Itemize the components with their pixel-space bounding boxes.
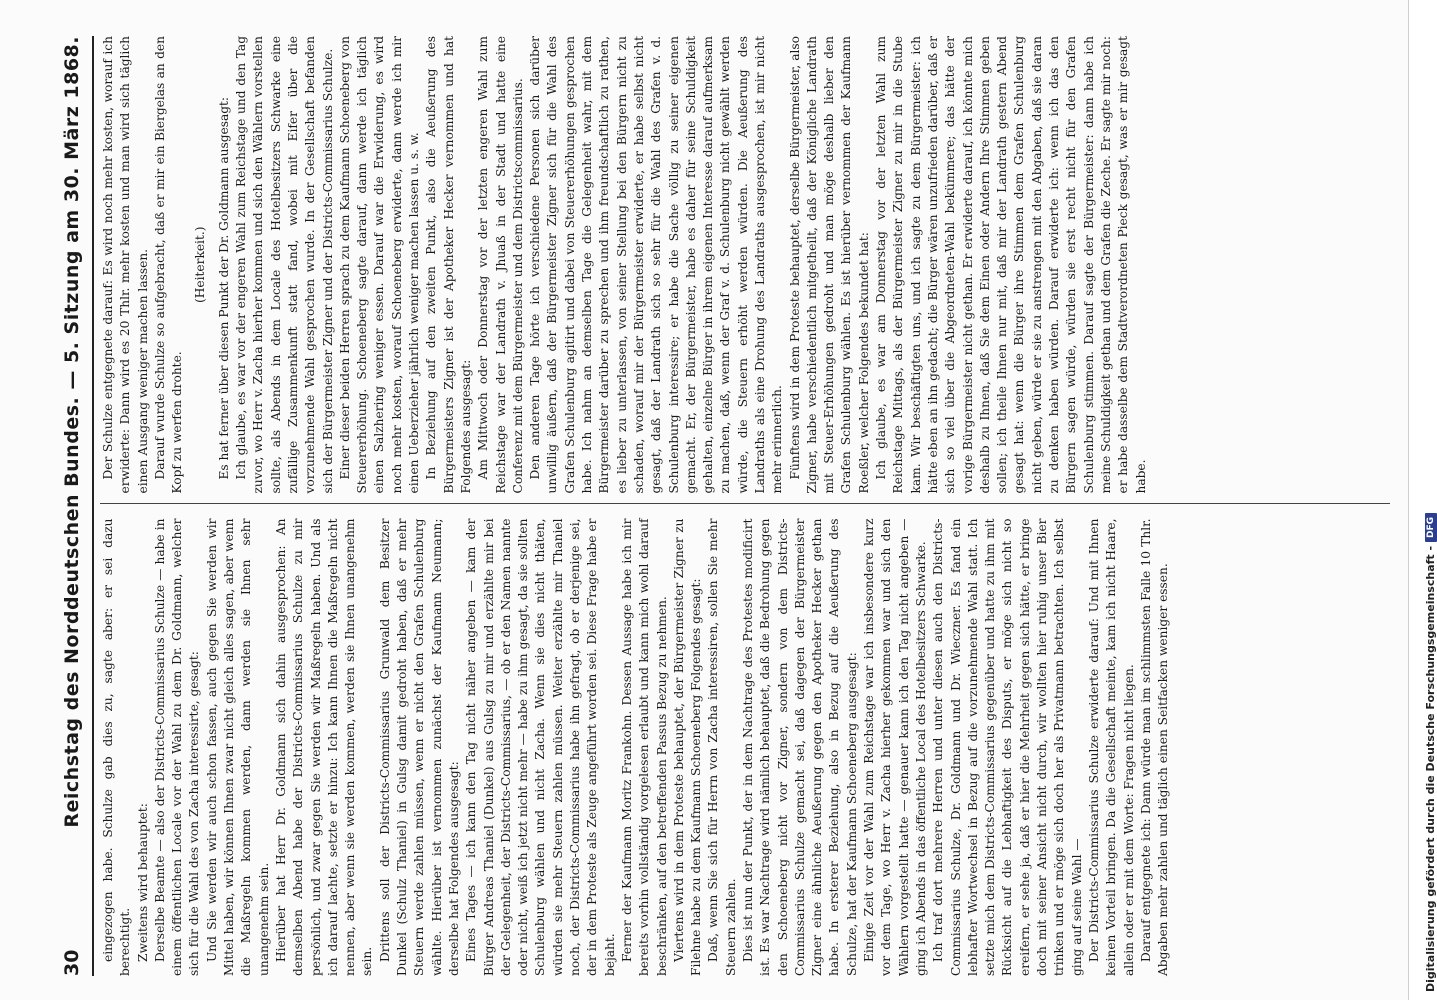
page-header [54, 36, 90, 976]
paragraph: Zweitens wird behauptet: [135, 803, 150, 962]
paragraph: Der Districts-Commissarius Schulze erwiderte darauf: Und mit Ihnen keinen Vorteil bringen. Da die Gesellschaft meinte, kam ich nicht Haare, allein oder er mit dem Worte: Fragen nicht liegen. [1086, 518, 1136, 976]
paragraph: Ferner der Kaufmann Moritz Frankohn. Dessen Aussage habe ich mir bereits vorhin vollständig vorgelesen erlaubt und kann mich wohl darauf beschränken, auf den betreffenden Passus Bezug zu nehmen. [619, 518, 669, 976]
paragraph: Den anderen Tage hörte ich verschiedene Personen sich darüber unwillig äußern, daß der Bürgermeister Zigner sich für die Wahl des Grafen Schulenburg agitirt und dabei von Steuererhöhungen gesprochen habe. Ich nahm an demselben Tage die Gelegenheit wahr, mit dem Bürgermeister darüber zu sprechen und ihm freundschaftlich zu rathen, es lieber zu unterlassen, von seiner Stellung bei den Bürgern nicht zu schaden, worauf mir der Bürgermeister erwiderte, er habe selbst nicht gesagt, daß der Landrath sich so sehr für die Wahl des Grafen v. d. Schulenburg interessire; er habe die Sache völlig zu seiner eigenen gemacht. Er, der Bürgermeister, habe es daher für seine Schuldigkeit gehalten, einzelne Bürger in ihrem eigenen Interesse darauf aufmerksam zu machen, daß, wenn der Graf v. d. Schulenburg nicht gewählt werden würde, die Steuern erhöht werden würden. Die Aeußerung des Landraths als eine Drohung des Landraths ausgesprochen, ist mir nicht mehr erinnerlich. [528, 36, 785, 494]
paragraph: Derselbe Beamte — also der Districts-Commissarius Schulze — habe in einem öffentlichen Locale vor der Wahl zu dem Dr. Goldmann, welcher sich für die Wahl des von Zacha interessirte, gesagt: [152, 518, 202, 976]
paragraph: eingezogen habe. Schulze gab dies zu, sagte aber: er sei dazu berechtigt. [101, 518, 133, 976]
paragraph: Der Schulze entgegnete darauf: Es wird noch mehr kosten, worauf ich erwiderte: Dann wird es 20 Thlr. mehr kosten und man wird sich täglich einen Ausgang weniger machen lassen. [101, 36, 150, 494]
paragraph: Drittens soll der Districts-Commissarius Grunwald dem Besitzer Dunkel (Schulz Thaniel) in Gulsg damit gedroht haben, daß er mehr Steuern werde zahlen müssen, wenn er nicht den Grafen Schulenburg wählte. Hierüber ist vernommen zunächst der Kaufmann Neumann; derselbe hat Folgendes ausgesagt: [377, 518, 461, 976]
paragraph: Fünftens wird in dem Proteste behauptet, derselbe Bürgermeister, also Zigner, habe verschiedentlich mitgetheilt, daß der Königliche Landrath mit Steuer-Erhöhungen gedroht und man möge deshalb lieber den Grafen Schulenburg wählen. Es ist hierüber vernommen der Kaufmann Roeßler, welcher Folgendes bekundet hat: [787, 36, 871, 494]
paragraph: Darauf entgegnete ich: Dann würde man im schlimmsten Falle 10 Thlr. Abgaben mehr zahlen und täglich einen Seitfacken weniger essen. [1138, 518, 1171, 976]
page-title: Reichstag des Norddeutschen Bundes. — 5. Sitzung am 30. März 1868. [61, 36, 83, 828]
funding-note-text: Digitalisierung gefördert durch die Deutsche Forschungsgemeinschaft - [1424, 545, 1437, 992]
paragraph: Dies ist nun der Punkt, der in dem Nachtrage des Protestes modificirt ist. Es war Nachtrage wird nämlich behauptet, daß die Bedrohung gegen den Schoeneberg nicht vor Zigner, sondern von dem Districts-Commissarius Schulze gemacht sei, daß dagegen der Bürgermeister Zigner eine ähnliche Aeußerung gegen den Apotheker Hecker gethan habe. In ersterer Beziehung, also in Bezug auf die Aeußerung des Schulze, hat der Kaufmann Schoeneberg ausgesagt: [740, 518, 859, 976]
paragraph: Ich glaube, es war am Donnerstag vor der letzten Wahl zum Reichstage Mittags, als der Bürgermeister Zigner zu mir in die Stube kam. Wir beschäftigten uns, und ich sagte zu dem Bürgermeister: ich hätte eben an ihn gedacht; die Bürger wären unzufrieden darüber, daß er sich so viel über die Abgeordneten-Wahl bekümmere; das hätte der vorige Bürgermeister nicht gethan. Er erwiderte darauf, ich könnte mich deshalb zu Ihnen, daß Sie dem Einen oder Andern Ihre Stimmen geben sollen; ich theile Ihnen nur mit, daß mir der Landrath gestern Abend gesagt hat: wenn die Bürger ihre Stimmen dem Grafen Schulenburg nicht geben, würde er sie zu anstrengen mit den Abgaben, daß sie daran zu denken haben würden. Darauf erwiderte ich: wenn ich das den Bürgern sagen würde, würden sie erst recht nicht für den Grafen Schulenburg stimmen. Darauf sagte der Bürgermeister: dann habe ich meine Schuldigkeit gethan und dem Grafen die Zeche. Er sagte mir noch: er habe dasselbe dem Stadtverordneten Pieck gesagt, was er mir gesagt habe. [874, 36, 1148, 494]
paragraph: Am Mittwoch oder Donnerstag vor der letzten engeren Wahl zum Reichstage war der Landrath v. Jhuaß in der Stadt und hatte eine Conferenz mit dem Bürgermeister und dem Districtscommissarius. [476, 36, 525, 494]
funding-note [1424, 513, 1437, 992]
left-column [100, 519, 1390, 977]
text-columns [100, 36, 1390, 976]
paragraph: Einige Zeit vor der Wahl zum Reichstage war ich insbesondere kurz vor dem Tage, wo Herr v. Zacha hierher gekommen war und sich den Wählern vorgestellt hatte — genauer kann ich den Tag nicht angeben — ging ich Abends in das öffentliche Local des Hotelbesitzers Schwarke. [862, 518, 928, 976]
paragraph: Eines Tages — ich kann den Tag nicht näher angeben — kam der Bürger Andreas Thaniel (Dunkel) aus Gulsg zu mir und erzählte mir bei der Gelegenheit, der Districts-Commissarius, — ob er den Namen nannte oder nicht, weiß ich jetzt nicht mehr — habe zu ihm gesagt, da sie sollten Schulenburg wählen und nicht Zacha. Wenn sie dies nicht thäten, würden sie mehr Steuern zahlen müssen. Weiter erzählte mir Thaniel noch, der Districts-Commissarius habe ihn gefragt, ob er derjenige sei, der in dem Proteste als Zeuge angeführt worden sei. Diese Frage habe er bejaht. [464, 518, 617, 976]
paragraph: Darauf wurde Schulze so aufgebracht, daß er mir ein Biergelas an den Kopf zu werfen drohte. [152, 36, 185, 494]
paragraph: Daß, wenn Sie sich für Herrn von Zacha interessiren, sollen Sie mehr Steuern zahlen. [706, 518, 738, 976]
paragraph: Viertens wird in dem Proteste behauptet, der Bürgermeister Zigner zu Filehne habe zu dem Kaufmann Schoeneberg Folgendes gesagt: [671, 518, 704, 976]
paragraph: Einer dieser beiden Herren sprach zu dem Kaufmann Schoeneberg von Steuererhöhung. Schoeneberg sagte darauf, dann werde ich täglich einen Salzhering weniger essen. Darauf war die Erwiderung, es wird noch mehr kosten, worauf Schoeneberg erwiderte, dann werde ich mir einen Ueberzieher jährlich weniger machen lassen u. s. w. [337, 36, 422, 494]
rotated-page-content [54, 36, 1394, 976]
paragraph: Hierüber hat Herr Dr. Goldmann sich dahin ausgesprochen: An demselben Abend habe der Districts-Commissarius Schulze zu mir persönlich, und zwar gegen Sie werden wir Maßregeln haben. Und als ich darauf lachte, setzte er hinzu: Ich kann Ihnen die Maßregeln nicht nennen, aber wenn sie werden kommen, werden sie Ihnen unangenehm sein. [273, 518, 375, 976]
page-number: 30 [61, 949, 83, 976]
paragraph: (Heiterkeit.) [193, 226, 208, 303]
paragraph: Und Sie werden wir auch schon fassen, auch gegen Sie werden wir Mittel haben, wir können Ihnen zwar nicht gleich alles sagen, aber wenn die Maßregeln kommen werden, dann werden sie Ihnen sehr unangenehm sein. [204, 518, 271, 976]
paragraph: Es hat ferner über diesen Punkt der Dr. Goldmann ausgesagt: [216, 96, 231, 480]
paragraph: Ich traf dort mehrere Herren und unter diesen auch den Districts-Commissarius Schulze, Dr. Goldmann und Dr. Wieczner. Es fand ein lebhafter Wortwechsel in Bezug auf die vorzunehmende Wahl statt. Ich setzte mich dem Districts-Commissarius gegenüber und hatte zu ihm mit Rücksicht auf die Lebhaftigkeit des Disputs, er möge sich nicht so ereifern, er sehe ja, daß er hier die Mehrheit gegen sich hätte, er bringe doch mit seiner Ansicht nicht durch, wir wollten hier ruhig unser Bier trinken und er möge sich doch her als Privatmann betrachten. Ich selbst ging auf seine Wahl — [931, 518, 1084, 976]
paragraph: Ich glaube, es war vor der engeren Wahl zum Reichstage und den Tag zuvor, wo Herr v. Zacha hierher kommen und sich den Wählern vorstellen sollte, als Abends in dem Locale des Hotelbesitzers Schwarke eine zufällige Zusammenkunft statt fand, wobei mit Eifer über die vorzunehmende Wahl gesprochen wurde. In der Gesellschaft befanden sich der Bürgermeister Zigner und der Districts-Commissarius Schulze. [234, 36, 335, 494]
header-rule [92, 36, 94, 976]
dfg-logo: DFG [1425, 513, 1437, 542]
page-edge [1408, 0, 1409, 1000]
paragraph: In Beziehung auf den zweiten Punkt, also die Aeußerung des Bürgermeisters Zigner ist der Apotheker Hecker vernommen und hat Folgendes ausgesagt: [424, 36, 473, 494]
right-column [100, 36, 1390, 505]
